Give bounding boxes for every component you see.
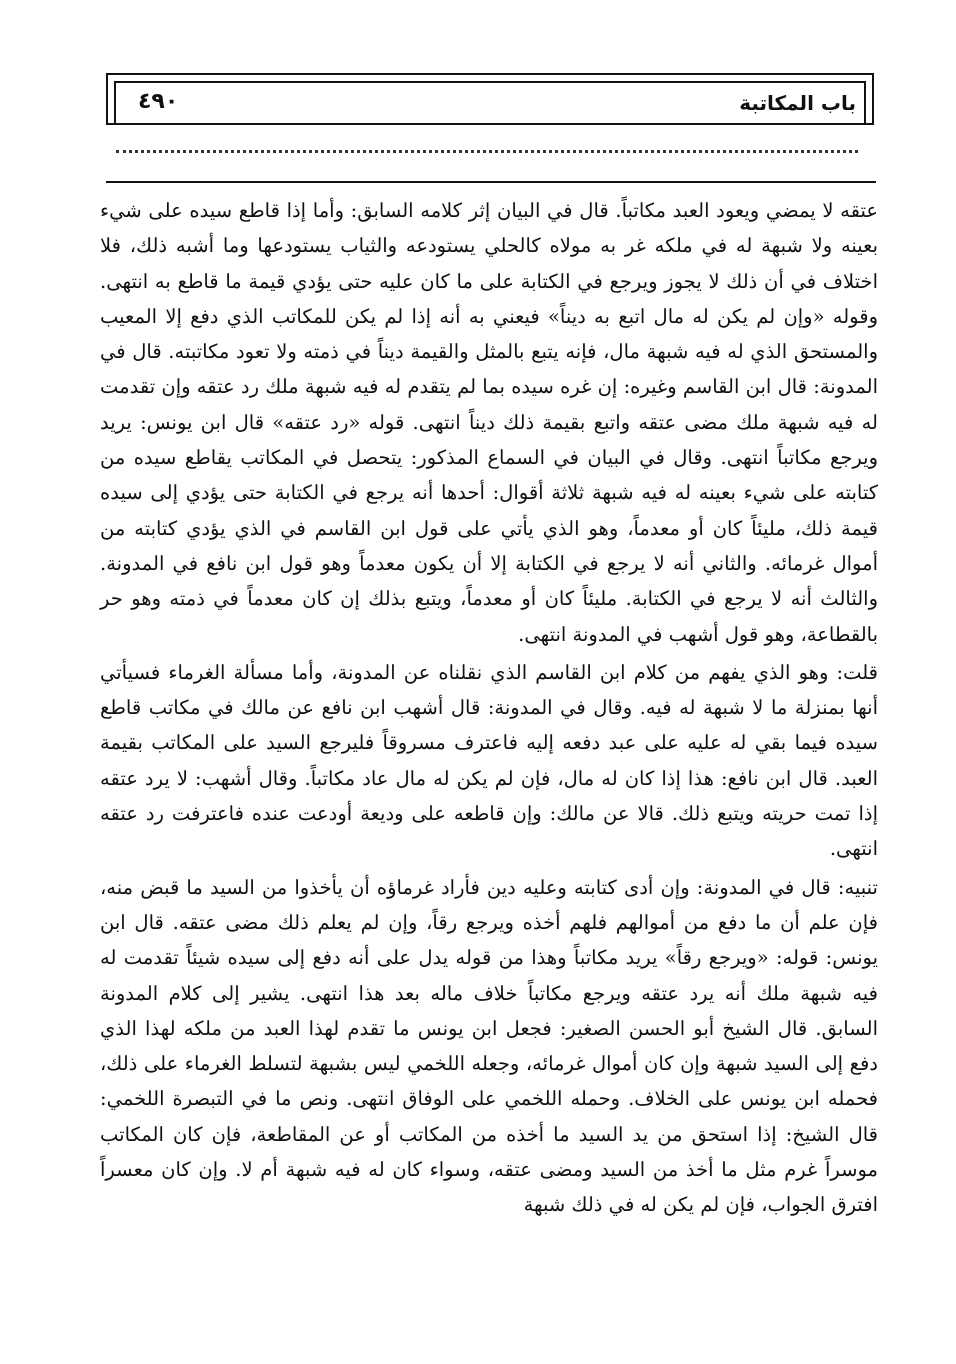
paragraph-3: تنبيه: قال في المدونة: وإن أدى كتابته وعليه دين فأراد غرماؤه أن يأخذوا من السيد ما قبض منه، فإن علم أن ما دفع من أموالهم فلهم أخذه ويرجع رقاً، وإن لم يعلم ذلك مضى عتقه. قال ابن يونس: قوله: «ويرجع رقاً» يريد مكاتباً وهذا من قوله يدل على أنه دفع إلى سيده شيئاً تقدمت له فيه شبهة ملك أنه يرد عتقه ويرجع مكاتباً خلاف ماله بعد هذا انتهى. يشير إلى كلام المدونة السابق. قال الشيخ أبو الحسن الصغير: فجعل ابن يونس ما تقدم لهذا العبد من ملكه لهذا الذي دفع إلى السيد شبهة وإن كان أموال غرمائه، وجعله اللخمي ليس بشبهة لتسلط الغرماء على ذلك، فحمله ابن يونس على الخلاف. وحمله اللخمي على الوفاق انتهى. ونص ما في التبصرة اللخمي: قال الشيخ: إذا استحق من يد السيد ما أخذه من المكاتب أو عن المقاطعة، فإن كان المكاتب موسراً غرم مثل ما أخذ من السيد ومضى عتقه، وسواء كان له فيه شبهة أم لا. وإن كان معسراً افترق الجواب، فإن لم يكن له في ذلك شبهة [100, 875, 878, 1217]
paragraph-1: عتقه لا يمضي ويعود العبد مكاتباً. قال في البيان إثر كلامه السابق: وأما إذا قاطع سيده على شيء بعينه ولا شبهة له في ملكه غر به مولاه كالحلي يستودعه والثياب يستودعها وما أشبه ذلك، فلا اختلاف في أن ذلك لا يجوز ويرجع في الكتابة على ما كان عليه حتى يؤدي قيمة ما قاطع به انتهى. وقوله «وإن لم يكن له مال اتبع به ديناً» فيعني به أنه إذا لم يكن للمكاتب الذي دفع إلا المعيب والمستحق الذي له فيه شبهة مال، فإنه يتبع بالمثل والقيمة ديناً في ذمته ولا تعود مكاتبته. قال في المدونة: قال ابن القاسم وغيره: إن غره سيده بما لم يتقدم له فيه شبهة ملك رد عتقه وإن تقدمت له فيه شبهة ملك مضى عتقه واتبع بقيمة ذلك ديناً انتهى. قوله «رد عتقه» قال ابن يونس: يريد ويرجع مكاتباً انتهى. وقال في البيان في السماع المذكور: يتحصل في المكاتب يقاطع سيده من كتابته على شيء بعينه له فيه شبهة ثلاثة أقوال: أحدها أنه يرجع في الكتابة حتى يؤدي إلى سيده قيمة ذلك، مليئاً كان أو معدماً، وهو الذي يأتي على قول ابن القاسم في الذي يؤدي كتابته من أموال غرمائه. والثاني أنه لا يرجع في الكتابة إلا أن يكون معدماً وهو قول ابن نافع في المدونة. والثالث أنه لا يرجع في الكتابة. مليئاً كان أو معدماً، ويتبع بذلك إن كان معدماً في ذمته وهو حر بالقطاعة، وهو قول أشهب في المدونة انتهى. [100, 199, 878, 646]
dotted-separator [116, 150, 858, 153]
header-inner-frame [114, 81, 866, 123]
paragraph-2: قلت: وهو الذي يفهم من كلام ابن القاسم الذي نقلناه عن المدونة، وأما مسألة الغرماء فسيأتي أنها بمنزلة ما لا شبهة له فيه. وقال في المدونة: قال أشهب ابن نافع عن مالك في مكاتب قاطع سيده فيما بقي له عليه على عبد دفعه إليه فاعترف مسروقاً فليرجع السيد على المكاتب بقيمة العبد. قال ابن نافع: هذا إذا كان له مال، فإن لم يكن له مال عاد مكاتباً. وقال أشهب: لا يرد عتقه إذا تمت حريته ويتبع ذلك. قالا عن مالك: وإن قاطعه على وديعة أودعت عنده فاعترفت رد عتقه انتهى. [100, 660, 878, 861]
page-body [100, 193, 878, 1223]
page-number: ٤٩٠ [138, 89, 179, 114]
header-rule [106, 181, 876, 183]
chapter-title: باب المكاتبة [739, 91, 856, 115]
running-header [106, 73, 874, 125]
